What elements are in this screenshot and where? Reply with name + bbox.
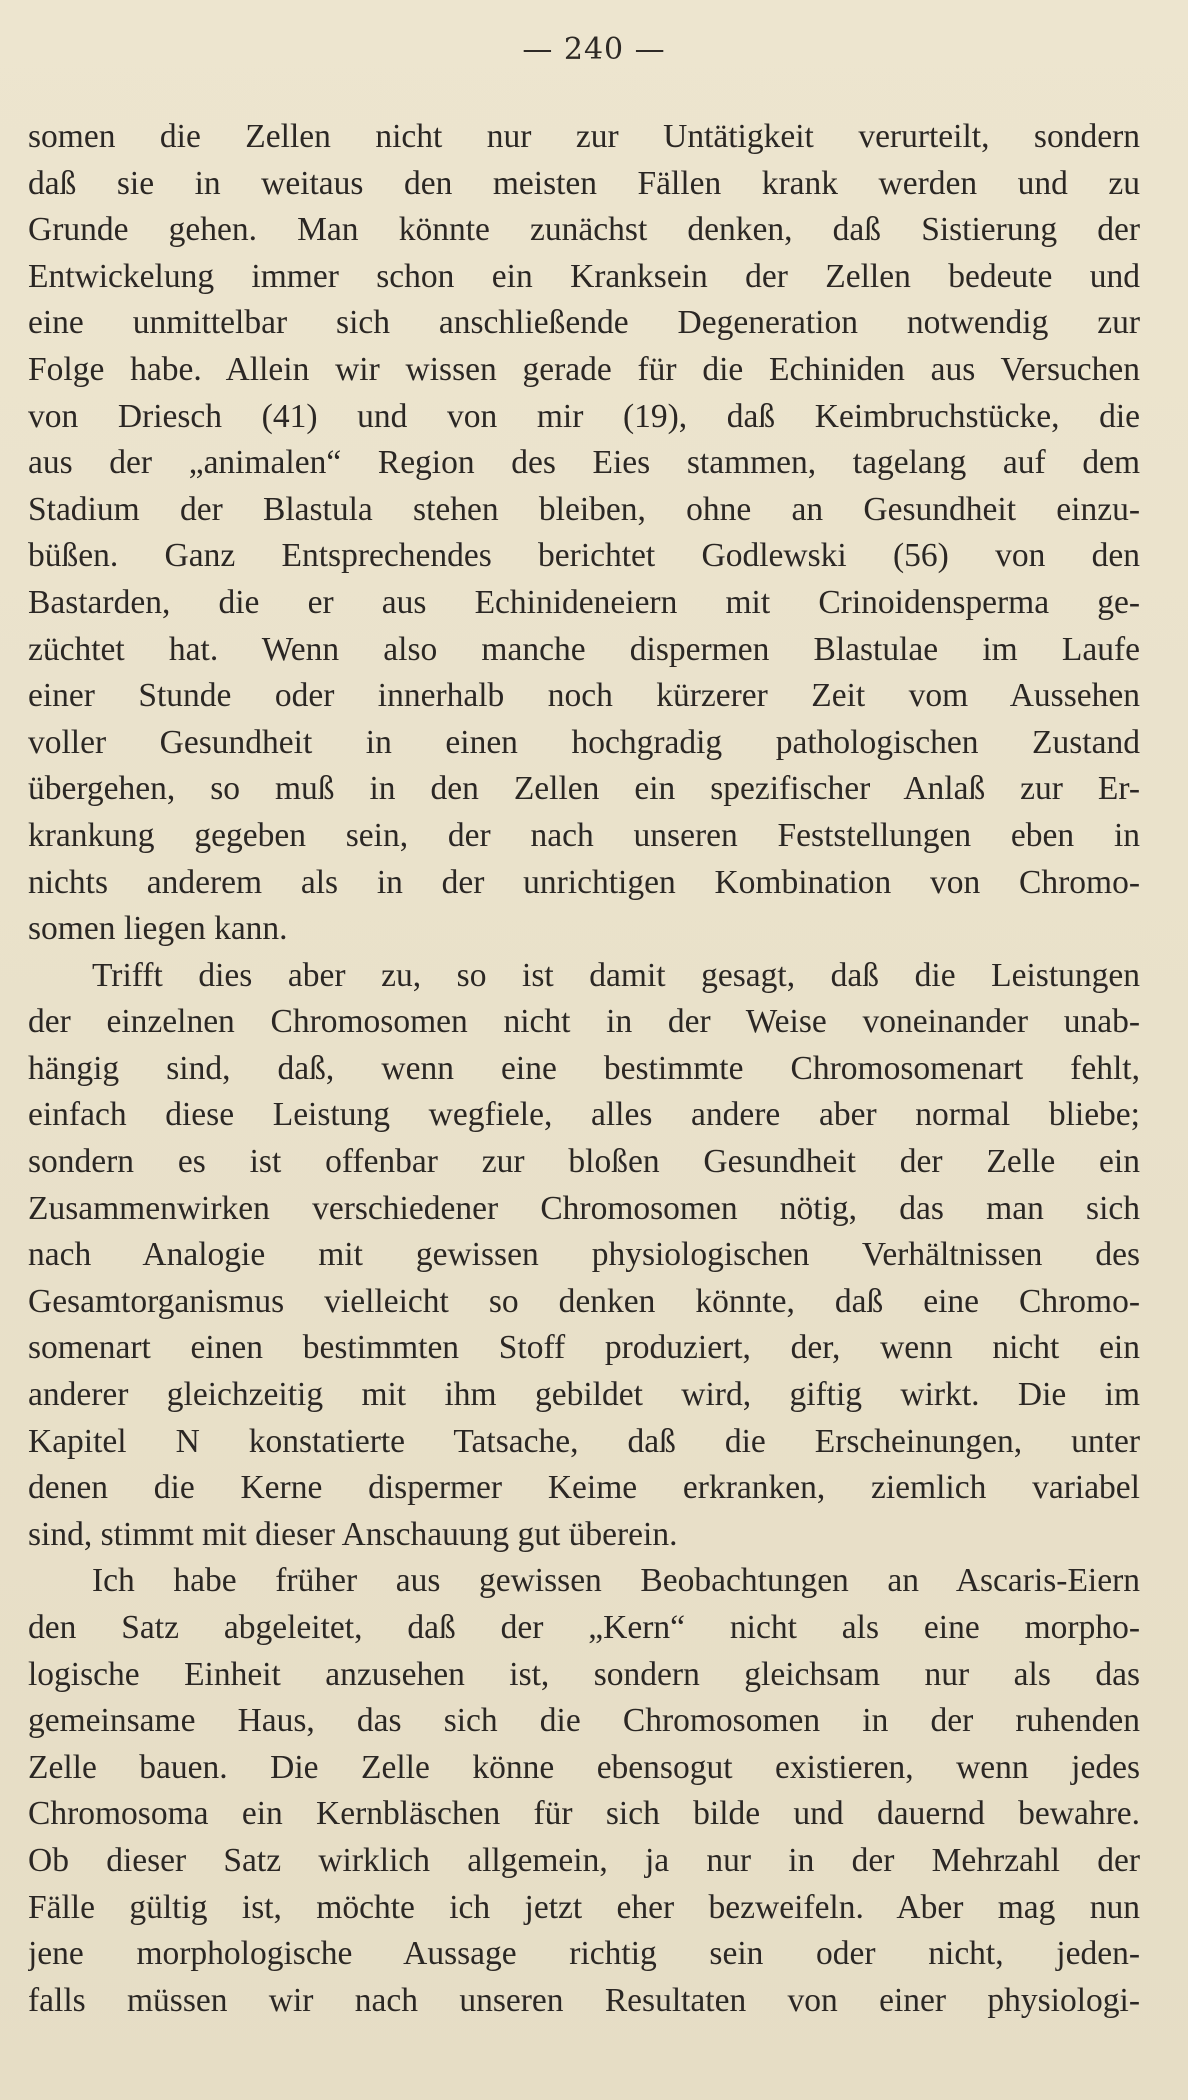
text-line: krankung gegeben sein, der nach unseren Feststellungen eben in	[28, 816, 1140, 854]
text-line: Trifft dies aber zu, so ist damit gesagt, daß die Leistungen	[92, 956, 1140, 994]
text-line: einfach diese Leistung wegfiele, alles andere aber normal bliebe;	[28, 1096, 1140, 1134]
text-line: Chromosoma ein Kernbläschen für sich bilde und dauernd bewahre.	[28, 1795, 1140, 1833]
text-line: büßen. Ganz Entsprechendes berichtet Godlewski (56) von den	[28, 537, 1140, 575]
text-line: Gesamtorganismus vielleicht so denken könnte, daß eine Chromo-	[28, 1282, 1140, 1320]
text-line: Ob dieser Satz wirklich allgemein, ja nur in der Mehrzahl der	[28, 1841, 1140, 1879]
text-line: jene morphologische Aussage richtig sein oder nicht, jeden-	[28, 1935, 1140, 1973]
text-line: eine unmittelbar sich anschließende Degeneration notwendig zur	[28, 304, 1140, 342]
text-line: einer Stunde oder innerhalb noch kürzerer Zeit vom Aussehen	[28, 677, 1140, 715]
text-line: Stadium der Blastula stehen bleiben, ohne an Gesundheit einzu-	[28, 490, 1140, 528]
text-line: Zelle bauen. Die Zelle könne ebensogut existieren, wenn jedes	[28, 1748, 1140, 1786]
text-line: Fälle gültig ist, möchte ich jetzt eher bezweifeln. Aber mag nun	[28, 1888, 1140, 1926]
text-line: nichts anderem als in der unrichtigen Kombination von Chromo-	[28, 863, 1140, 901]
text-line: sind, stimmt mit dieser Anschauung gut überein.	[28, 1515, 678, 1553]
page-number: — 240 —	[522, 32, 666, 67]
text-line: falls müssen wir nach unseren Resultaten von einer physiologi-	[28, 1981, 1140, 2019]
text-line: Zusammenwirken verschiedener Chromosomen nötig, das man sich	[28, 1189, 1140, 1227]
text-line: den Satz abgeleitet, daß der „Kern“ nicht als eine morpho-	[28, 1609, 1140, 1646]
text-line: Ich habe früher aus gewissen Beobachtungen an Ascaris-Eiern	[92, 1562, 1140, 1600]
text-line: voller Gesundheit in einen hochgradig pathologischen Zustand	[28, 723, 1140, 761]
text-line: Folge habe. Allein wir wissen gerade für die Echiniden aus Versuchen	[28, 350, 1140, 388]
text-line: aus der „animalen“ Region des Eies stammen, tagelang auf dem	[28, 444, 1140, 482]
text-line: Grunde gehen. Man könnte zunächst denken, daß Sistierung der	[28, 211, 1140, 249]
text-line: sondern es ist offenbar zur bloßen Gesundheit der Zelle ein	[28, 1143, 1140, 1181]
text-line: somenart einen bestimmten Stoff produziert, der, wenn nicht ein	[28, 1329, 1140, 1367]
text-line: Entwickelung immer schon ein Kranksein der Zellen bedeute und	[28, 257, 1140, 295]
text-line: gemeinsame Haus, das sich die Chromosomen in der ruhenden	[28, 1702, 1140, 1740]
text-line: somen die Zellen nicht nur zur Untätigkeit verurteilt, sondern	[28, 118, 1140, 155]
text-line: züchtet hat. Wenn also manche dispermen Blastulae im Laufe	[28, 630, 1140, 668]
text-line: hängig sind, daß, wenn eine bestimmte Chromosomenart fehlt,	[28, 1049, 1140, 1087]
text-line: somen liegen kann.	[28, 910, 288, 948]
body-text	[28, 114, 1140, 2024]
text-line: der einzelnen Chromosomen nicht in der Weise voneinander unab-	[28, 1003, 1140, 1041]
text-line: anderer gleichzeitig mit ihm gebildet wird, giftig wirkt. Die im	[28, 1376, 1140, 1414]
text-line: von Driesch (41) und von mir (19), daß Keimbruchstücke, die	[28, 397, 1140, 435]
text-line: daß sie in weitaus den meisten Fällen krank werden und zu	[28, 164, 1140, 202]
text-line: logische Einheit anzusehen ist, sondern gleichsam nur als das	[28, 1655, 1140, 1693]
text-line: übergehen, so muß in den Zellen ein spezifischer Anlaß zur Er-	[28, 770, 1140, 808]
text-line: denen die Kerne dispermer Keime erkranken, ziemlich variabel	[28, 1469, 1140, 1507]
text-line: Bastarden, die er aus Echinideneiern mit Crinoidensperma ge-	[28, 583, 1140, 621]
text-line: Kapitel N konstatierte Tatsache, daß die Erscheinungen, unter	[28, 1422, 1140, 1460]
text-line: nach Analogie mit gewissen physiologischen Verhältnissen des	[28, 1236, 1140, 1274]
